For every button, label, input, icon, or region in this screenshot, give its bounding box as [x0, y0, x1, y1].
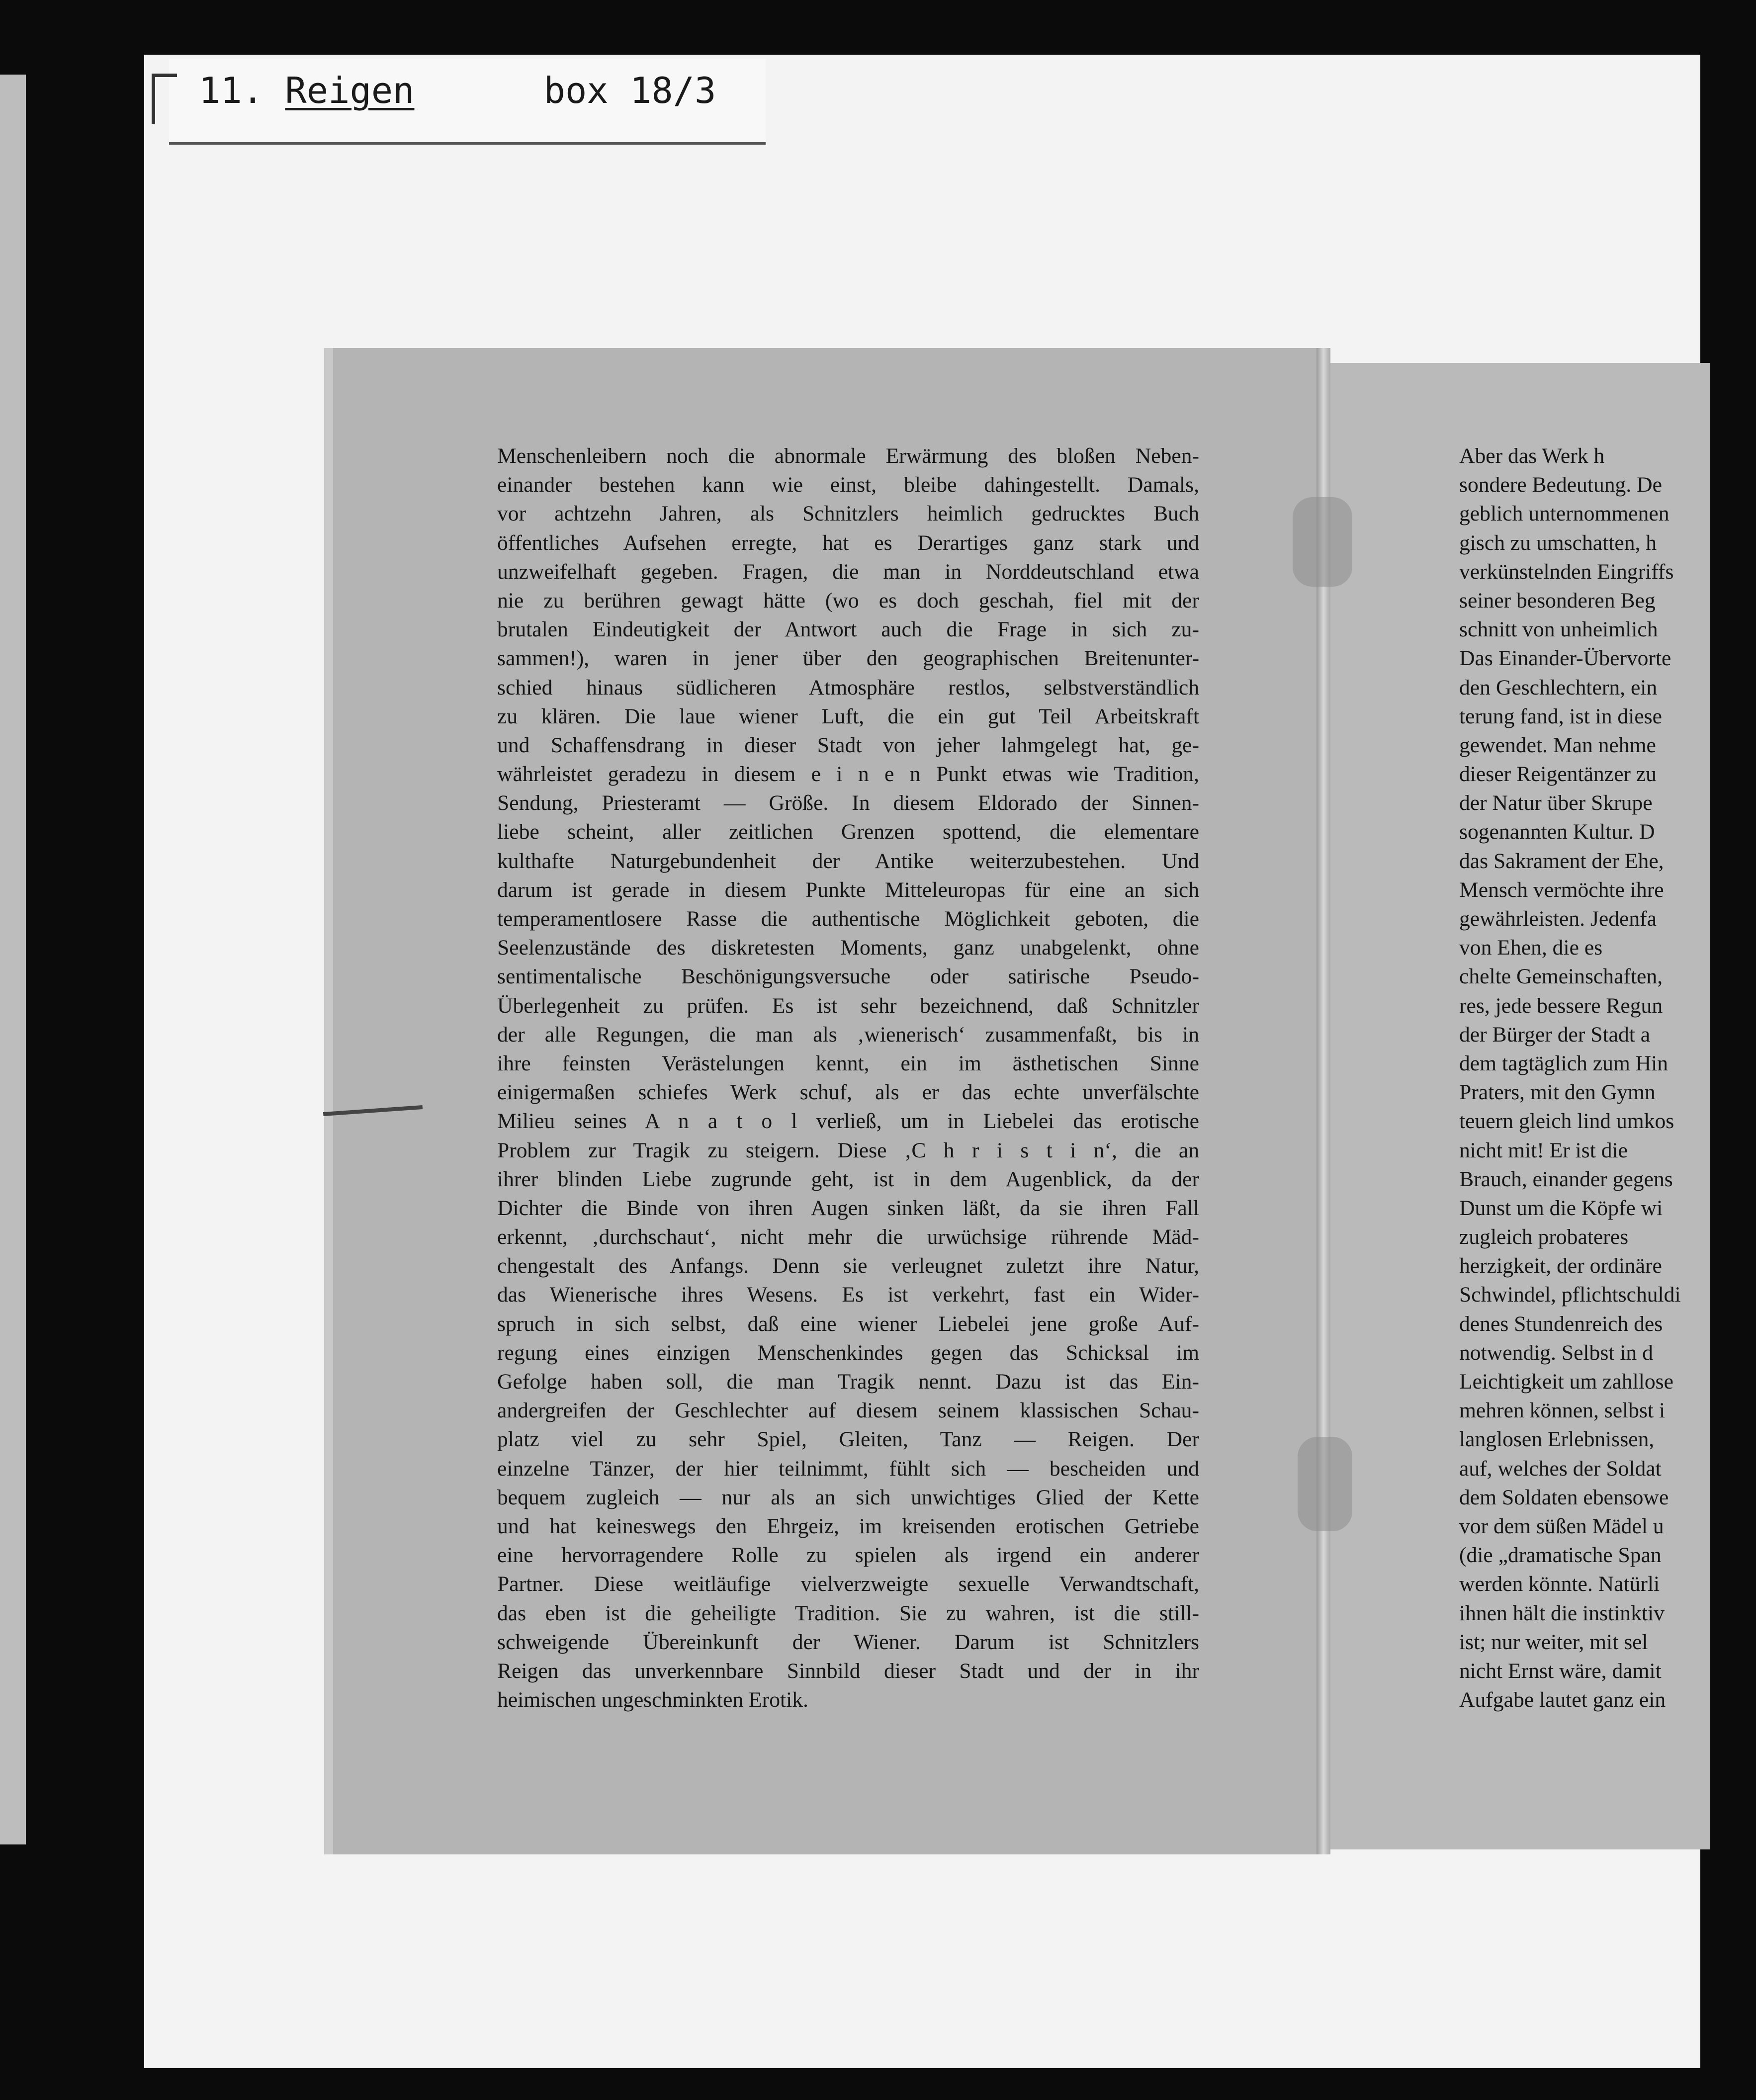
text-line: platz viel zu sehr Spiel, Gleiten, Tanz — Reigen. Der: [497, 1427, 1199, 1452]
text-line: bequem zugleich — nur als an sich unwichtiges Glied der Kette: [497, 1485, 1199, 1509]
text-line: der Bürger der Stadt a: [1459, 1022, 1651, 1047]
tape-mark-bottom: [1298, 1437, 1352, 1531]
text-line: öffentliches Aufsehen erregte, hat es Derartiges ganz stark und: [497, 530, 1199, 555]
text-line: andergreifen der Geschlechter auf diesem seinem klassischen Schau-: [497, 1399, 1199, 1423]
text-line: langlosen Erlebnissen,: [1459, 1427, 1655, 1452]
text-line: res, jede bessere Regun: [1459, 993, 1663, 1018]
text-line: erkennt, ‚durchschaut‘, nicht mehr die urwüchsige rührende Mäd-: [497, 1225, 1199, 1249]
article-column-right: [1459, 441, 1718, 1714]
text-line: darum ist gerade in diesem Punkte Mitteleuropas für eine an sich: [497, 877, 1199, 902]
text-line: auf, welches der Soldat: [1459, 1456, 1662, 1481]
scan-border-right: [1710, 55, 1756, 2100]
text-line: geblich unternommenen: [1459, 502, 1669, 526]
archive-label-text: [199, 70, 716, 111]
text-line: sogenannten Kultur. D: [1459, 820, 1655, 844]
text-line: sentimentalische Beschönigungsversuche oder satirische Pseudo-: [497, 964, 1199, 989]
label-corner-mark: [152, 74, 177, 124]
text-line: nicht mit! Er ist die: [1459, 1138, 1628, 1162]
text-line: denes Stundenreich des: [1459, 1312, 1663, 1336]
text-line: Aber das Werk h: [1459, 444, 1605, 468]
text-line: Partner. Diese weitläufige vielverzweigte sexuelle Verwandtschaft,: [497, 1572, 1199, 1596]
text-line: Das Einander-Übervorte: [1459, 646, 1671, 671]
text-line: ihrer blinden Liebe zugrunde geht, ist in dem Augenblick, da der: [497, 1167, 1199, 1191]
text-line: Dunst um die Köpfe wi: [1459, 1196, 1663, 1220]
text-line: dieser Reigentänzer zu: [1459, 762, 1657, 787]
article-column-left: [497, 441, 1199, 1714]
text-line: brutalen Eindeutigkeit der Antwort auch die Frage in sich zu-: [497, 617, 1199, 642]
text-line: zu klären. Die laue wiener Luft, die ein gut Teil Arbeitskraft: [497, 704, 1199, 728]
text-line: chelte Gemeinschaften,: [1459, 964, 1663, 989]
text-line: temperamentlosere Rasse die authentische Möglichkeit geboten, die: [497, 907, 1199, 931]
text-line: das Wienerische ihres Wesens. Es ist verkehrt, fast ein Wider-: [497, 1283, 1199, 1307]
text-line: eine hervorragendere Rolle zu spielen als irgend ein anderer: [497, 1543, 1199, 1568]
text-line: Aufgabe lautet ganz ein: [1459, 1688, 1666, 1712]
text-line: das eben ist die geheiligte Tradition. Sie zu wahren, ist die still-: [497, 1601, 1199, 1625]
text-line: ihre feinsten Verästelungen kennt, ein im ästhetischen Sinne: [497, 1051, 1199, 1075]
text-line: Reigen das unverkennbare Sinnbild dieser Stadt und der in ihr: [497, 1659, 1199, 1683]
text-line: Gefolge haben soll, die man Tragik nennt. Dazu ist das Ein-: [497, 1370, 1199, 1394]
text-line: sondere Bedeutung. De: [1459, 473, 1662, 497]
text-line: einigermaßen schiefes Werk schuf, als er das echte unverfälschte: [497, 1080, 1199, 1105]
text-line: regung eines einzigen Menschenkindes gegen das Schicksal im: [497, 1340, 1199, 1365]
text-line: Mensch vermöchte ihre: [1459, 877, 1664, 902]
text-line: den Geschlechtern, ein: [1459, 675, 1658, 700]
text-line: einander bestehen kann wie einst, bleibe dahingestellt. Damals,: [497, 473, 1199, 497]
text-line: von Ehen, die es: [1459, 936, 1603, 960]
text-line: spruch in sich selbst, daß eine wiener Liebelei jene große Auf-: [497, 1312, 1199, 1336]
text-line: Praters, mit den Gymn: [1459, 1080, 1656, 1105]
text-line: gisch zu umschatten, h: [1459, 530, 1657, 555]
text-line: mehren können, selbst i: [1459, 1399, 1666, 1423]
text-line: kulthafte Naturgebundenheit der Antike weiterzubestehen. Und: [497, 849, 1199, 873]
text-line: teuern gleich lind umkos: [1459, 1109, 1674, 1134]
text-line: herzigkeit, der ordinäre: [1459, 1254, 1662, 1278]
text-line: ist; nur weiter, mit sel: [1459, 1630, 1648, 1654]
text-line: vor achtzehn Jahren, als Schnitzlers heimlich gedrucktes Buch: [497, 502, 1199, 526]
text-line: notwendig. Selbst in d: [1459, 1340, 1653, 1365]
text-line: Problem zur Tragik zu steigern. Diese ‚C h r i s t i n‘, die an: [497, 1138, 1199, 1162]
text-line: dem tagtäglich zum Hin: [1459, 1051, 1668, 1075]
text-line: nie zu berühren gewagt hätte (wo es doch geschah, fiel mit der: [497, 588, 1199, 612]
text-line: und hat keineswegs den Ehrgeiz, im kreisenden erotischen Getriebe: [497, 1514, 1199, 1538]
text-line: Milieu seines A n a t o l verließ, um in Liebelei das erotische: [497, 1109, 1199, 1134]
text-line: einzelne Tänzer, der hier teilnimmt, fühlt sich — bescheiden und: [497, 1456, 1199, 1481]
label-number: 11.: [199, 70, 264, 111]
text-line: chengestalt des Anfangs. Denn sie verleugnet zuletzt ihre Natur,: [497, 1254, 1199, 1278]
text-line: der Natur über Skrupe: [1459, 791, 1653, 815]
text-line: Seelenzustände des diskretesten Moments, ganz unabgelenkt, ohne: [497, 936, 1199, 960]
text-line: Sendung, Priesteramt — Größe. In diesem Eldorado der Sinnen-: [497, 791, 1199, 815]
text-line: Dichter die Binde von ihren Augen sinken läßt, da sie ihren Fall: [497, 1196, 1199, 1220]
text-line: Leichtigkeit um zahllose: [1459, 1370, 1673, 1394]
text-line: heimischen ungeschminkten Erotik.: [497, 1688, 808, 1712]
text-line: liebe scheint, aller zeitlichen Grenzen spottend, die elementare: [497, 820, 1199, 844]
label-box-number: box 18/3: [543, 70, 716, 111]
text-line: und Schaffensdrang in dieser Stadt von jeher lahmgelegt hat, ge-: [497, 733, 1199, 757]
text-line: ihnen hält die instinktiv: [1459, 1601, 1665, 1625]
text-line: terung fand, ist in diese: [1459, 704, 1662, 728]
text-line: schnitt von unheimlich: [1459, 617, 1658, 642]
text-line: der alle Regungen, die man als ‚wienerisch‘ zusammenfaßt, bis in: [497, 1022, 1199, 1047]
text-line: gewährleisten. Jedenfa: [1459, 907, 1657, 931]
text-line: währleistet geradezu in diesem e i n e n Punkt etwas wie Tradition,: [497, 762, 1199, 787]
text-line: verkünstelnden Eingriffs: [1459, 559, 1674, 584]
text-line: (die „dramatische Span: [1459, 1543, 1662, 1568]
text-line: nicht Ernst wäre, damit: [1459, 1659, 1662, 1683]
text-line: Überlegenheit zu prüfen. Es ist sehr bezeichnend, daß Schnitzler: [497, 993, 1199, 1018]
text-line: das Sakrament der Ehe,: [1459, 849, 1664, 873]
text-line: gewendet. Man nehme: [1459, 733, 1656, 757]
text-line: Schwindel, pflichtschuldi: [1459, 1283, 1681, 1307]
text-line: vor dem süßen Mädel u: [1459, 1514, 1664, 1538]
text-line: sammen!), waren in jener über den geographischen Breitenunter-: [497, 646, 1199, 671]
text-line: unzweifelhaft gegeben. Fragen, die man in Norddeutschland etwa: [497, 559, 1199, 584]
scan-border-bottom: [0, 2068, 1756, 2100]
label-title: Reigen: [285, 70, 415, 111]
text-line: Brauch, einander gegens: [1459, 1167, 1673, 1191]
tape-mark-top: [1293, 497, 1352, 587]
text-line: zugleich probateres: [1459, 1225, 1629, 1249]
text-line: werden könnte. Natürli: [1459, 1572, 1660, 1596]
text-line: dem Soldaten ebensowe: [1459, 1485, 1669, 1509]
adjacent-page-edge: [0, 75, 26, 1844]
text-line: schied hinaus südlicheren Atmosphäre restlos, selbstverständlich: [497, 675, 1199, 700]
text-line: seiner besonderen Beg: [1459, 588, 1656, 612]
text-line: schweigende Übereinkunft der Wiener. Darum ist Schnitzlers: [497, 1630, 1199, 1654]
text-line: Menschenleibern noch die abnormale Erwärmung des bloßen Neben-: [497, 444, 1199, 468]
